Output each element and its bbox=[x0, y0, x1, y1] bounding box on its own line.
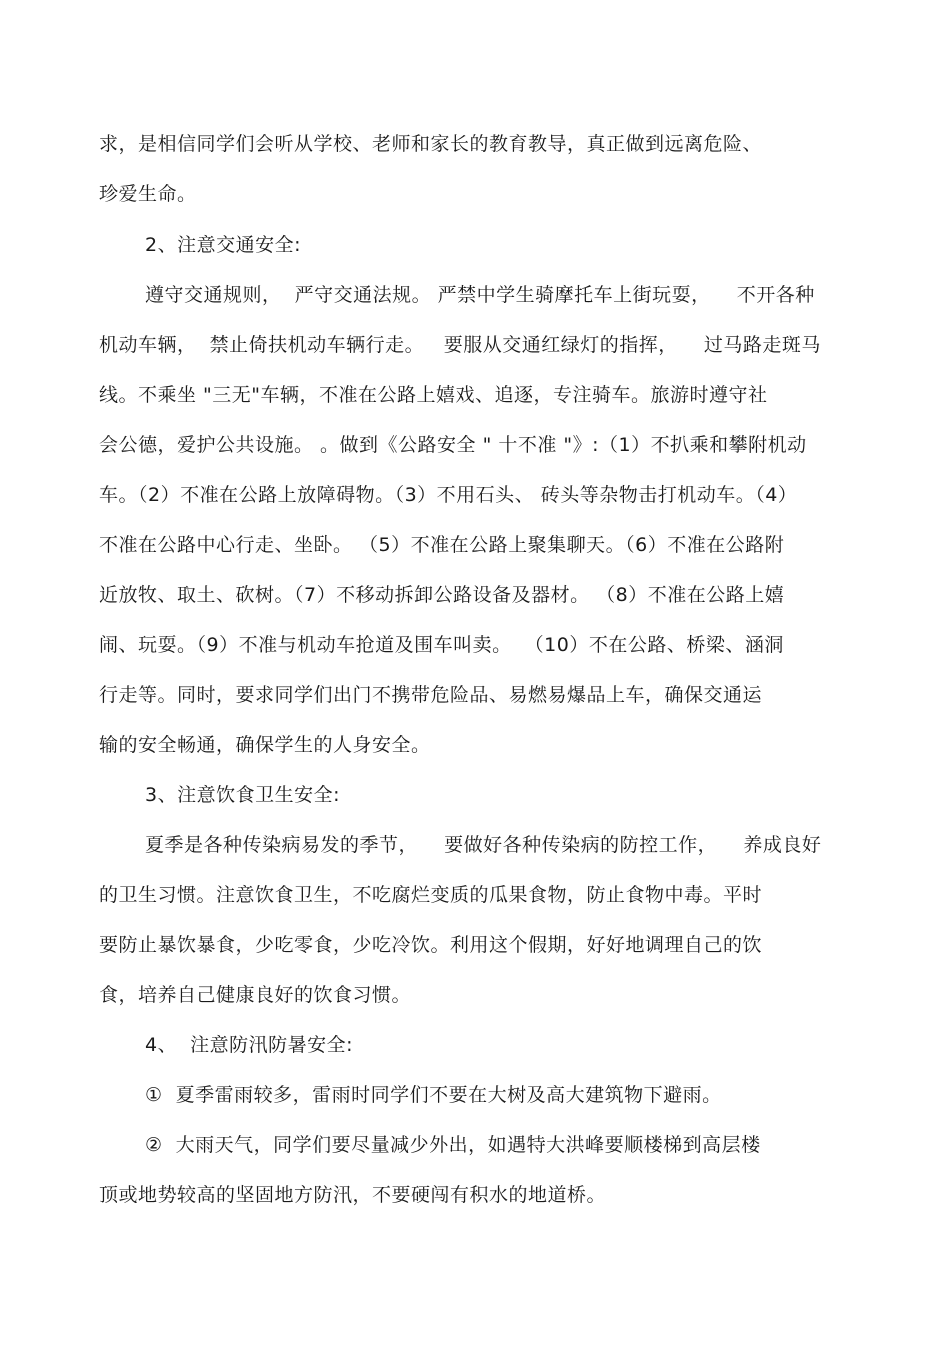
text-line: 行走等。同时，要求同学们出门不携带危险品、易燃易爆品上车，确保交通运 bbox=[99, 684, 763, 706]
text-line: 不准在公路中心行走、坐卧。 （5）不准在公路上聚集聊天。（6）不准在公路附 bbox=[99, 534, 785, 556]
text-line: 食，培养自己健康良好的饮食习惯。 bbox=[99, 984, 412, 1006]
section-heading: 4、 注意防汛防暑安全: bbox=[145, 1034, 354, 1056]
text-line: 夏季是各种传染病易发的季节， 要做好各种传染病的防控工作， 养成良好 bbox=[145, 834, 822, 856]
text-line: 闹、玩耍。（9）不准与机动车抢道及围车叫卖。 （10）不在公路、桥梁、涵洞 bbox=[99, 634, 784, 656]
list-item: ② 大雨天气，同学们要尽量减少外出，如遇特大洪峰要顺楼梯到高层楼 bbox=[145, 1134, 761, 1156]
section-heading: 3、注意饮食卫生安全: bbox=[145, 784, 340, 806]
text-line: 顶或地势较高的坚固地方防汛，不要硬闯有积水的地道桥。 bbox=[99, 1184, 607, 1206]
text-line: 求，是相信同学们会听从学校、老师和家长的教育教导，真正做到远离危险、 bbox=[99, 133, 763, 155]
list-item: ① 夏季雷雨较多，雷雨时同学们不要在大树及高大建筑物下避雨。 bbox=[145, 1084, 722, 1106]
text-line: 的卫生习惯。注意饮食卫生，不吃腐烂变质的瓜果食物，防止食物中毒。平时 bbox=[99, 884, 763, 906]
text-line: 要防止暴饮暴食，少吃零食，少吃冷饮。利用这个假期，好好地调理自己的饮 bbox=[99, 934, 763, 956]
text-line: 线。不乘坐 "三无"车辆，不准在公路上嬉戏、追逐，专注骑车。旅游时遵守社 bbox=[99, 384, 768, 406]
text-line: 机动车辆， 禁止倚扶机动车辆行走。 要服从交通红绿灯的指挥， 过马路走斑马 bbox=[99, 334, 821, 356]
text-line: 车。（2）不准在公路上放障碍物。（3）不用石头、 砖头等杂物击打机动车。（4） bbox=[99, 484, 798, 506]
section-heading: 2、注意交通安全: bbox=[145, 234, 301, 256]
text-line: 遵守交通规则， 严守交通法规。 严禁中学生骑摩托车上街玩耍， 不开各种 bbox=[145, 284, 815, 306]
text-line: 珍爱生命。 bbox=[99, 183, 197, 205]
text-line: 输的安全畅通，确保学生的人身安全。 bbox=[99, 734, 431, 756]
text-line: 近放牧、取土、砍树。（7）不移动拆卸公路设备及器材。 （8）不准在公路上嬉 bbox=[99, 584, 785, 606]
text-line: 会公德，爱护公共设施。 。做到《公路安全 " 十不准 "》:（1）不扒乘和攀附机动 bbox=[99, 434, 807, 456]
